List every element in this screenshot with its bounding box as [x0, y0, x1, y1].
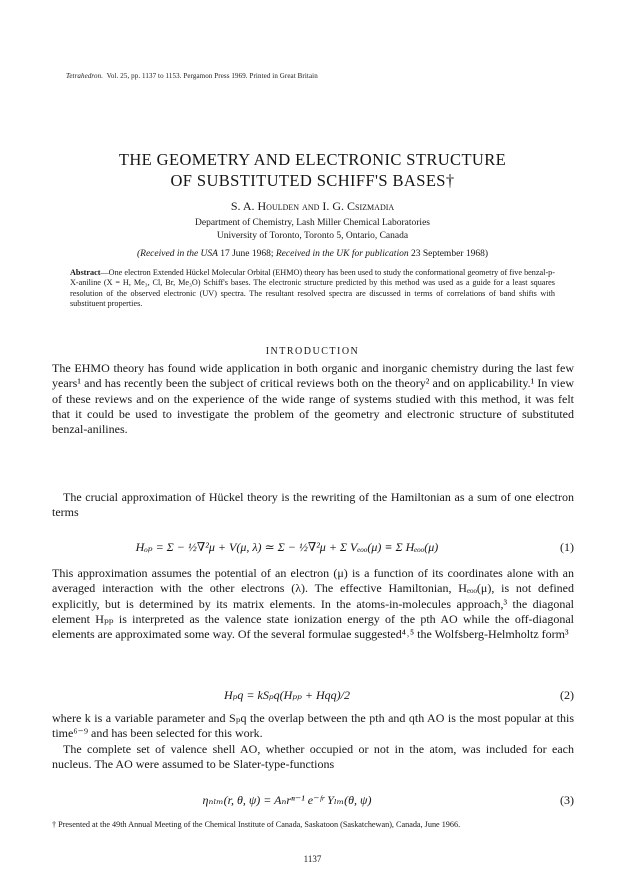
paragraph-3: This approximation assumes the potential of an electron (μ) is a function of its coordinates alone with an averaged interaction with the other electrons (λ). The effective Hamiltonian, Hₑₒₒ(μ), is not defined explicitly, but is determined by its matrix elements. In the atoms-in-molecules approach,³ the diagonal element Hₚₚ is interpreted as the valence state ionization energy of the pth AO while the off-diagonal elements are approximated some way. Of the several formulae suggested⁴˒⁵ the Wolfsberg-Helmholtz form³: [52, 566, 574, 642]
equation-3-number: (3): [560, 793, 574, 807]
received-a: (Received in the USA: [137, 249, 218, 259]
affiliation-university: University of Toronto, Toronto 5, Ontario, Canada: [216, 231, 409, 241]
received-b: 17 June 1968;: [220, 249, 274, 259]
section-heading: INTRODUCTION: [265, 346, 360, 357]
equation-3-expression: ηₙₗₘ(r, θ, ψ) = Aₙrⁿ⁻¹ e⁻ᶠʳ Yₗₘ(θ, ψ): [202, 793, 372, 807]
paper-title-line-2: OF SUBSTITUTED SCHIFF'S BASES†: [170, 171, 455, 190]
footnote: † Presented at the 49th Annual Meeting of the Chemical Institute of Canada, Saskatoon (Saskatchewan), Canada, June 1966.: [52, 820, 461, 829]
paragraph-4: [52, 711, 574, 772]
received-c: Received in the UK for publication: [275, 249, 409, 259]
abstract: [70, 268, 555, 309]
journal-name: Tetrahedron.: [66, 72, 104, 80]
equation-2-number: (2): [560, 688, 574, 702]
journal-header: [66, 72, 318, 80]
authors: S. A. Houlden and I. G. Csizmadia: [230, 199, 395, 213]
abstract-label: Abstract: [70, 268, 101, 277]
journal-citation: Vol. 25, pp. 1137 to 1153. Pergamon Press 1969. Printed in Great Britain: [106, 72, 318, 80]
paragraph-1: The EHMO theory has found wide application in both organic and inorganic chemistry during the last few years¹ and has recently been the subject of critical reviews both on the theory² and on applicability.¹ In view of these reviews and on the experience of the wide range of systems studied with this method, it was felt that it could be used to investigate the problem of the geometry and electronic structure of substituted benzal-anilines.: [52, 361, 574, 437]
received-dates: [0, 249, 625, 259]
affiliation-department: Department of Chemistry, Lash Miller Chemical Laboratories: [195, 218, 430, 228]
paragraph-4b: The complete set of valence shell AO, whether occupied or not in the atom, was included for each nucleus. The AO were assumed to be Slater-type-functions: [52, 741, 574, 771]
equation-1-number: (1): [560, 540, 574, 554]
paragraph-2: The crucial approximation of Hückel theory is the rewriting of the Hamiltonian as a sum of one electron terms: [52, 490, 574, 520]
paper-title-line-1: THE GEOMETRY AND ELECTRONIC STRUCTURE: [118, 150, 507, 169]
page-number: 1137: [303, 854, 322, 864]
equation-1-expression: Hₒₚ = Σ − ½∇²μ + V(μ, λ) ≃ Σ − ½∇²μ + Σ Vₑₒₒ(μ) ≡ Σ Hₑₒₒ(μ): [135, 540, 439, 554]
abstract-text: —One electron Extended Hückel Molecular Orbital (EHMO) theory has been used to study the conformational geometry of five benzal-p-X-aniline (X = H, Me₃, Cl, Br, Me₃O) Schiff's bases. The electronic structure predicted by this method was used as a guide for a least squares resolution of the observed electronic (UV) spectra. The resultant resolved spectra are discussed in terms of correlations of band shifts with substituent properties.: [70, 268, 555, 308]
equation-2-expression: Hₚq = kSₚq(Hₚₚ + Hqq)/2: [223, 688, 351, 702]
received-d: 23 September 1968): [410, 249, 488, 259]
paragraph-4a: where k is a variable parameter and Sₚq the overlap between the pth and qth AO is the most popular at this time⁶⁻⁹ and has been selected for this work.: [52, 711, 574, 741]
